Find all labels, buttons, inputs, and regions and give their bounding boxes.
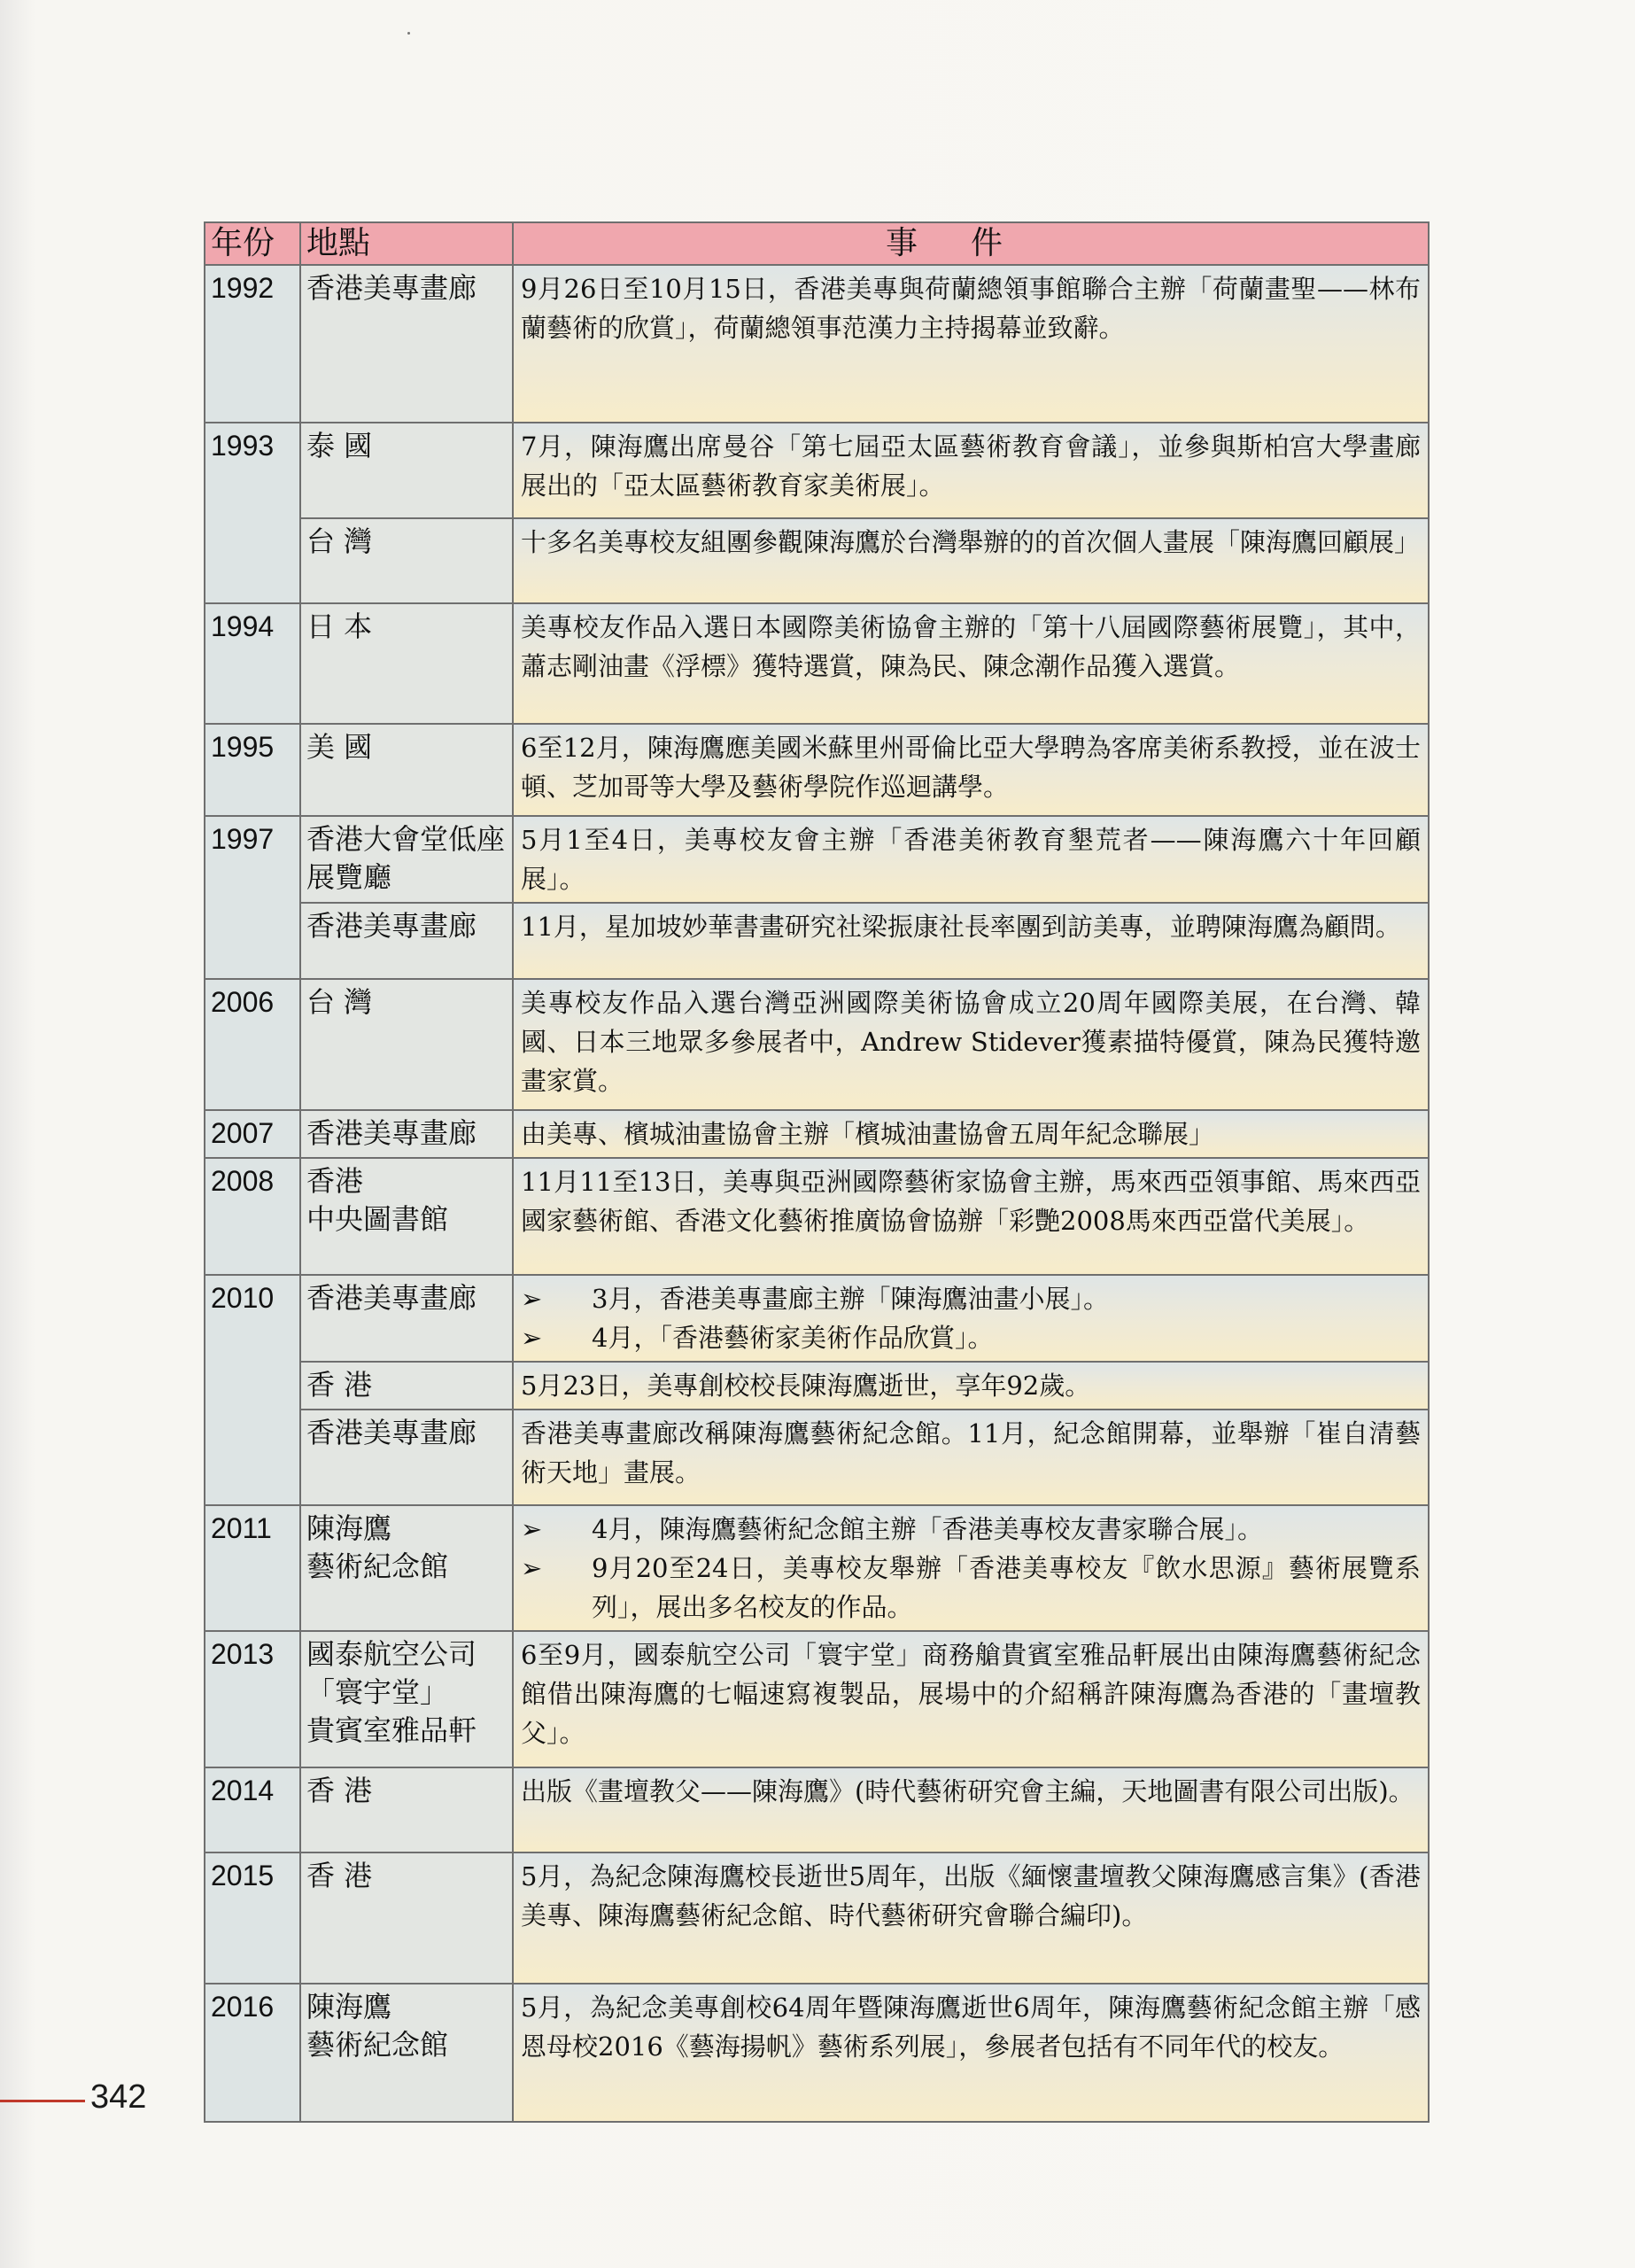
bullet-text: 4月，「香港藝術家美術作品欣賞」。 xyxy=(592,1323,994,1353)
table-body xyxy=(205,265,1429,2122)
cell-place: 香港美專畫廊 xyxy=(300,1410,513,1505)
cell-year: 2008 xyxy=(205,1158,300,1275)
cell-place: 泰 國 xyxy=(300,423,513,518)
table-row xyxy=(205,1505,1429,1631)
chronology-table xyxy=(204,221,1430,2123)
scan-speck xyxy=(407,32,410,35)
table-row xyxy=(205,423,1429,518)
cell-place: 香港美專畫廊 xyxy=(300,1275,513,1362)
cell-place: 美 國 xyxy=(300,724,513,816)
table-row xyxy=(205,265,1429,423)
cell-place: 香港美專畫廊 xyxy=(300,265,513,423)
table-row xyxy=(205,518,1429,603)
cell-year: 2015 xyxy=(205,1852,300,1984)
table-row xyxy=(205,603,1429,724)
table-row xyxy=(205,979,1429,1110)
cell-year: 1993 xyxy=(205,423,300,603)
table-row xyxy=(205,724,1429,816)
page-number-rule xyxy=(0,2100,85,2102)
cell-event: 5月，為紀念陳海鷹校長逝世5周年，出版《緬懷畫壇教父陳海鷹感言集》(香港美專、陳海鷹藝術紀念館、時代藝術研究會聯合編印)。 xyxy=(513,1852,1429,1984)
table-row xyxy=(205,1158,1429,1275)
cell-year: 2013 xyxy=(205,1631,300,1767)
table-row xyxy=(205,1362,1429,1410)
event-bullet-item xyxy=(521,1510,1421,1549)
cell-year: 2011 xyxy=(205,1505,300,1631)
cell-event: 由美專、檳城油畫協會主辦「檳城油畫協會五周年紀念聯展」 xyxy=(513,1110,1429,1158)
cell-place: 國泰航空公司 「寰宇堂」 貴賓室雅品軒 xyxy=(300,1631,513,1767)
chronology-table-wrapper xyxy=(204,221,1428,2123)
bullet-arrow-icon: ➢ xyxy=(521,1323,543,1353)
event-bullet-item xyxy=(521,1318,1421,1357)
cell-place: 香 港 xyxy=(300,1852,513,1984)
cell-event: 香港美專畫廊改稱陳海鷹藝術紀念館。11月，紀念館開幕，並舉辦「崔自清藝術天地」畫展。 xyxy=(513,1410,1429,1505)
cell-place: 香 港 xyxy=(300,1362,513,1410)
cell-place: 香港美專畫廊 xyxy=(300,903,513,979)
table-row xyxy=(205,1852,1429,1984)
table-header-row xyxy=(205,222,1429,265)
cell-year: 2006 xyxy=(205,979,300,1110)
cell-place: 香港 中央圖書館 xyxy=(300,1158,513,1275)
cell-year: 1994 xyxy=(205,603,300,724)
table-row xyxy=(205,1110,1429,1158)
cell-place: 陳海鷹 藝術紀念館 xyxy=(300,1505,513,1631)
cell-event: 出版《畫壇教父——陳海鷹》(時代藝術研究會主編，天地圖書有限公司出版)。 xyxy=(513,1767,1429,1852)
cell-place: 香港大會堂低座展覽廳 xyxy=(300,816,513,903)
cell-event: 6至12月，陳海鷹應美國米蘇里州哥倫比亞大學聘為客席美術系教授，並在波士頓、芝加哥等大學及藝術學院作巡迴講學。 xyxy=(513,724,1429,816)
bullet-text: 4月，陳海鷹藝術紀念館主辦「香港美專校友書家聯合展」。 xyxy=(592,1514,1263,1544)
event-bullet-item xyxy=(521,1549,1421,1627)
cell-place: 台 灣 xyxy=(300,979,513,1110)
cell-event: 6至9月，國泰航空公司「寰宇堂」商務艙貴賓室雅品軒展出由陳海鷹藝術紀念館借出陳海鷹的七幅速寫複製品，展場中的介紹稱許陳海鷹為香港的「畫壇教父」。 xyxy=(513,1631,1429,1767)
cell-event: 11月，星加坡妙華書畫研究社梁振康社長率團到訪美專，並聘陳海鷹為顧問。 xyxy=(513,903,1429,979)
cell-year: 1995 xyxy=(205,724,300,816)
cell-event xyxy=(513,1275,1429,1362)
cell-event: 7月，陳海鷹出席曼谷「第七屆亞太區藝術教育會議」，並參與斯柏宫大學畫廊展出的「亞太區藝術教育家美術展」。 xyxy=(513,423,1429,518)
table-row xyxy=(205,1631,1429,1767)
cell-event: 美專校友作品入選日本國際美術協會主辦的「第十八屆國際藝術展覽」，其中，蕭志剛油畫《浮標》獲特選賞，陳為民、陳念潮作品獲入選賞。 xyxy=(513,603,1429,724)
header-place: 地點 xyxy=(300,222,513,265)
table-row xyxy=(205,1767,1429,1852)
table-row xyxy=(205,1984,1429,2122)
cell-event: 十多名美專校友組團參觀陳海鷹於台灣舉辦的的首次個人畫展「陳海鷹回顧展」 xyxy=(513,518,1429,603)
cell-year: 2007 xyxy=(205,1110,300,1158)
header-year: 年份 xyxy=(205,222,300,265)
cell-event: 5月1至4日，美專校友會主辦「香港美術教育墾荒者——陳海鷹六十年回顧展」。 xyxy=(513,816,1429,903)
page-number: 342 xyxy=(90,2078,147,2116)
header-event: 事件 xyxy=(513,222,1429,265)
bullet-text: 3月，香港美專畫廊主辦「陳海鷹油畫小展」。 xyxy=(592,1284,1109,1314)
cell-event: 11月11至13日，美專與亞洲國際藝術家協會主辦，馬來西亞領事館、馬來西亞國家藝術館、香港文化藝術推廣協會協辦「彩艷2008馬來西亞當代美展」。 xyxy=(513,1158,1429,1275)
cell-event: 5月23日，美專創校校長陳海鷹逝世，享年92歲。 xyxy=(513,1362,1429,1410)
cell-event: 5月，為紀念美專創校64周年暨陳海鷹逝世6周年，陳海鷹藝術紀念館主辦「感恩母校2016《藝海揚帆》藝術系列展」，參展者包括有不同年代的校友。 xyxy=(513,1984,1429,2122)
cell-place: 香港美專畫廊 xyxy=(300,1110,513,1158)
cell-place: 日 本 xyxy=(300,603,513,724)
cell-year: 2016 xyxy=(205,1984,300,2122)
bullet-arrow-icon: ➢ xyxy=(521,1553,543,1583)
cell-event: 9月26日至10月15日，香港美專與荷蘭總領事館聯合主辦「荷蘭畫聖——林布蘭藝術的欣賞」，荷蘭總領事范漢力主持揭幕並致辭。 xyxy=(513,265,1429,423)
cell-year: 1992 xyxy=(205,265,300,423)
cell-year: 1997 xyxy=(205,816,300,979)
cell-event: 美專校友作品入選台灣亞洲國際美術協會成立20周年國際美展，在台灣、韓國、日本三地眾多參展者中，Andrew Stidever獲素描特優賞，陳為民獲特邀畫家賞。 xyxy=(513,979,1429,1110)
cell-place: 台 灣 xyxy=(300,518,513,603)
cell-place: 陳海鷹 藝術紀念館 xyxy=(300,1984,513,2122)
bullet-text: 9月20至24日，美專校友舉辦「香港美專校友『飲水思源』藝術展覽系列」，展出多名校友的作品。 xyxy=(592,1553,1421,1622)
table-row xyxy=(205,1275,1429,1362)
table-row xyxy=(205,903,1429,979)
table-row xyxy=(205,1410,1429,1505)
cell-year: 2014 xyxy=(205,1767,300,1852)
event-bullet-item xyxy=(521,1279,1421,1318)
cell-year: 2010 xyxy=(205,1275,300,1505)
bullet-arrow-icon: ➢ xyxy=(521,1284,543,1314)
cell-event xyxy=(513,1505,1429,1631)
bullet-arrow-icon: ➢ xyxy=(521,1514,543,1544)
cell-place: 香 港 xyxy=(300,1767,513,1852)
table-row xyxy=(205,816,1429,903)
